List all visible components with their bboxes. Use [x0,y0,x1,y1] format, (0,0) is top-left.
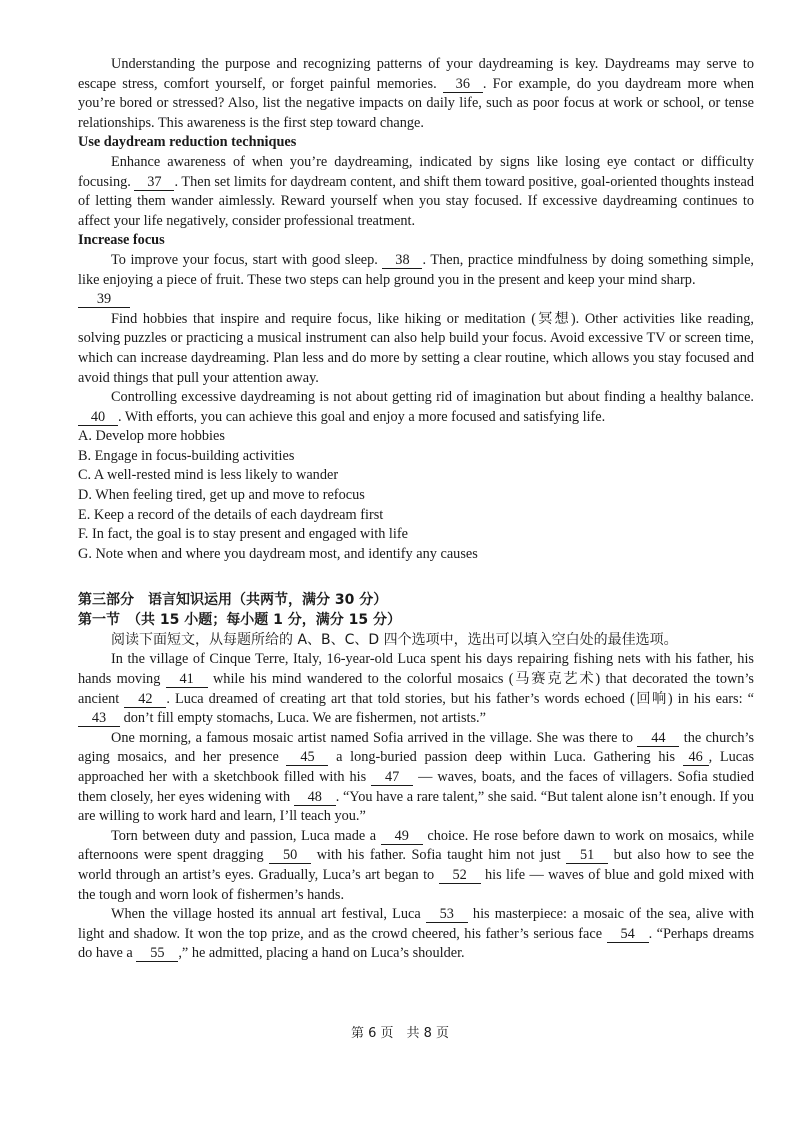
cloze-paragraph-1: In the village of Cinque Terre, Italy, 16-year-old Luca spent his days repairing fishing nets with his father, his hands moving 41 while his mind wandered to the colorful mosaics (马赛克艺术) that decorated the town’s ancient 42 . Luca dreamed of creating art that told stories, but his father’s words echoed (回响) in his ears: “43 don’t fill empty stomachs, Luca. We are fishermen, not artists.” [78,651,755,727]
blank-36: 36 [443,77,483,93]
paragraph-balance: Controlling excessive daydreaming is not about getting rid of imagination but about finding a healthy balance. 40 . With efforts, you can achieve this goal and enjoy a more focused and satisfying life. [78,388,754,427]
blank-41: 41 [166,672,208,688]
option-b: B. Engage in focus-building activities [78,447,295,464]
blank-53: 53 [426,907,468,923]
blank-39: 39 [78,292,130,308]
blank-52: 52 [439,868,481,884]
option-c: C. A well-rested mind is less likely to wander [78,467,339,484]
paragraph-sleep: To improve your focus, start with good sleep. 38 . Then, practice mindfulness by doing something simple, like enjoying a piece of fruit. These two steps can help ground you in the present and keep your mind sharp. [78,251,754,288]
paragraph-blank-39 [78,290,754,310]
heading-reduction-techniques: Use daydream reduction techniques [78,134,297,151]
blank-38: 38 [382,253,422,269]
options-list [78,427,754,564]
paragraph-understanding: Understanding the purpose and recognizing patterns of your daydreaming is key. Daydreams may serve to escape stress, comfort yourself, or forget painful memories. 36 . For example, do you daydream more when you’re bored or stressed? Also, list the negative impacts on daily life, such as poor focus at work or school, or tense relationships. This awareness is the first step toward change. [78,56,754,131]
blank-47: 47 [371,770,413,786]
exam-page [78,55,754,964]
option-e: E. Keep a record of the details of each daydream first [78,506,384,523]
heading-increase-focus: Increase focus [78,232,165,249]
blank-45: 45 [286,750,328,766]
paragraph-awareness: Enhance awareness of when you’re daydreaming, indicated by signs like losing eye contact or difficulty focusing. 37 . Then set limits for daydream content, and shift them toward positive, goal-oriented thoughts instead of letting them wander aimlessly. Reward yourself when you stay focused. If excessive daydreaming continues to affect your life negatively, consider professional treatment. [78,153,755,229]
paragraph-hobbies: Find hobbies that inspire and require focus, like hiking or meditation (冥想). Other activities like reading, solving puzzles or practicing a musical instrument can also help build your focus. Avoid excessive TV or screen time, which can increase daydreaming. Plan less and do more by setting a clear routine, which allows you stay focused and avoid things that pull your attention away. [78,310,754,386]
blank-44: 44 [637,731,679,747]
blank-50: 50 [269,848,311,864]
blank-49: 49 [381,829,423,845]
blank-48: 48 [294,790,336,806]
section1-instruction: 阅读下面短文，从每题所给的 A、B、C、D 四个选项中，选出可以填入空白处的最佳选项。 [111,632,678,649]
option-d: D. When feeling tired, get up and move to refocus [78,487,365,504]
blank-55: 55 [136,946,178,962]
cloze-paragraph-4: When the village hosted its annual art festival, Luca 53 his masterpiece: a mosaic of the sea, alive with light and shadow. It won the top prize, and as the crowd cheered, his father’s serious face 54 . “Perhaps dreams do have a 55 ,” he admitted, placing a hand on Luca’s shoulder. [78,906,755,962]
blank-37: 37 [134,175,174,191]
option-a: A. Develop more hobbies [78,428,225,445]
blank-40: 40 [78,410,118,426]
option-f: F. In fact, the goal is to stay present and engaged with life [78,526,408,543]
blank-43: 43 [78,711,120,727]
blank-42: 42 [124,692,166,708]
blank-51: 51 [566,848,608,864]
blank-46: 46 [683,750,709,766]
part3-title: 第三部分 语言知识运用（共两节，满分 30 分） [78,592,388,609]
cloze-paragraph-3: Torn between duty and passion, Luca made a 49 choice. He rose before dawn to work on mosaics, while afternoons were spent dragging 50 with his father. Sofia taught him not just 51 but also how to see the world through an artist’s eyes. Gradually, Luca’s art began to 52 his life — waves of blue and gold mixed with the tough and worn look of fishermen’s hands. [78,827,755,903]
section1-title: 第一节 （共 15 小题；每小题 1 分，满分 15 分） [78,612,401,629]
cloze-paragraph-2: One morning, a famous mosaic artist named Sofia arrived in the village. She was there to 44 the church’s aging mosaics, and her presence 45 a long-buried passion deep within Luca. Gathering his 46 , Lucas approached her with a sketchbook filled with his 47 — waves, boats, and the faces of villagers. Sofia studied them closely, her eyes widening with 48 . “You have a rare talent,” she said. “But talent alone isn’t enough. If you are willing to work hard and learn, I’ll teach you.” [78,729,755,825]
option-g: G. Note when and where you daydream most, and identify any causes [78,545,478,562]
page-footer: 第 6 页 共 8 页 [350,1026,450,1041]
blank-54: 54 [607,927,649,943]
